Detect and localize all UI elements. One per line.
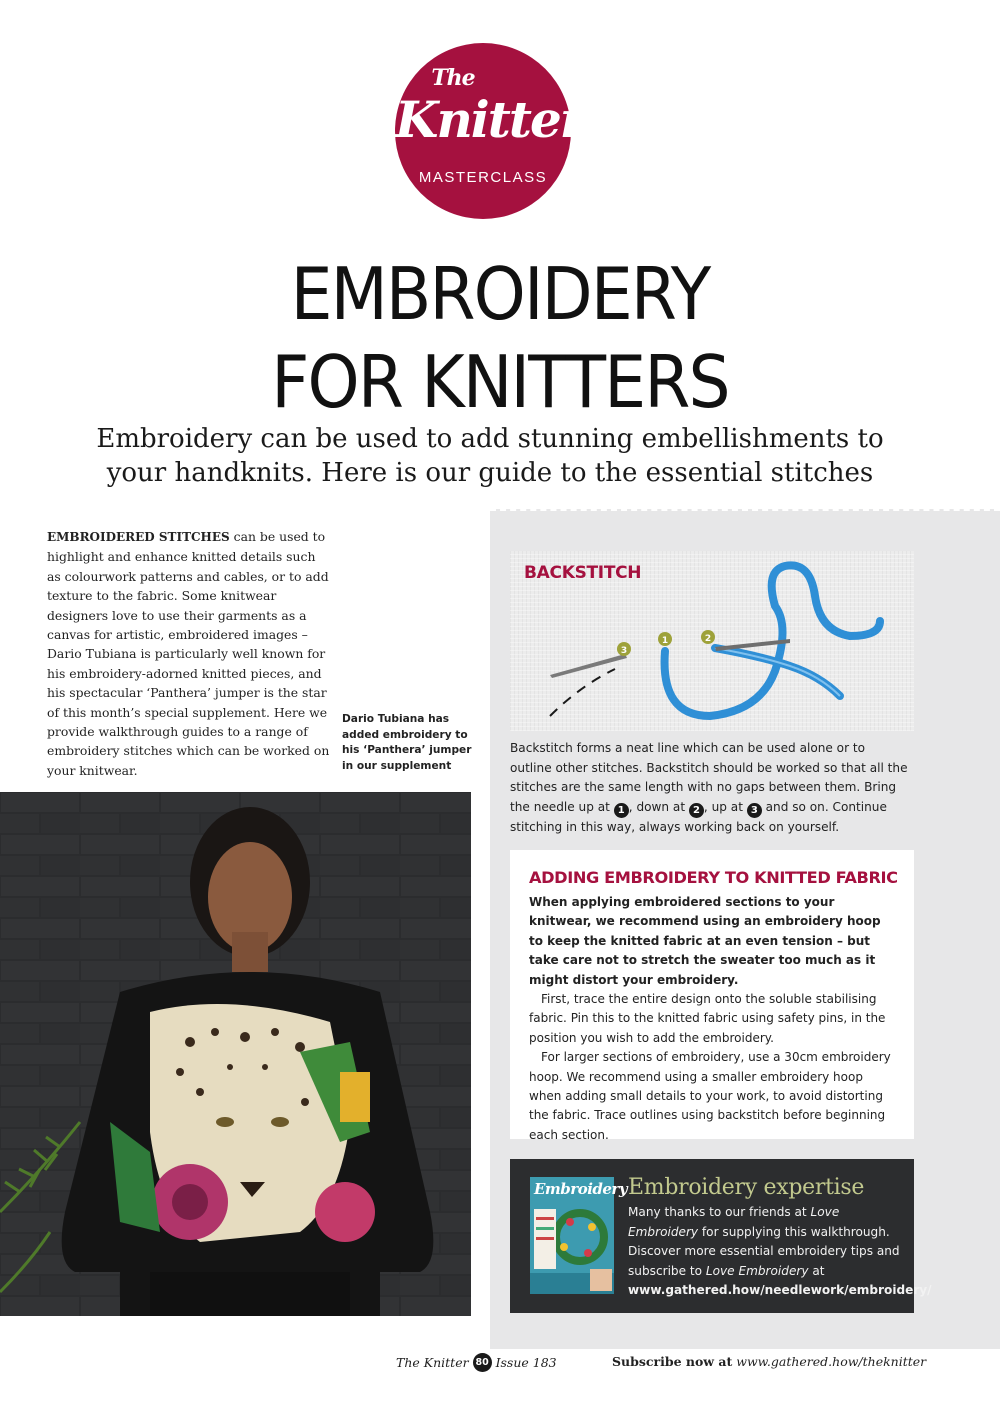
page-title [40, 250, 960, 426]
subtitle-line-2: your handknits. Here is our guide to the essential stitches [106, 458, 874, 488]
bs-text-a: Backstitch forms a neat line which can be used alone or to outline other stitches. Backstitch should be worked so that all the stitches are the same length with no gaps between them. Bring the needle up at [510, 741, 908, 814]
footer-issue: Issue 183 [495, 1355, 557, 1370]
adding-paragraph-2: First, trace the entire design onto the soluble stabilising fabric. Pin this to the knitted fabric using safety pins, in the position you wish to add the embroidery. [529, 992, 886, 1045]
backstitch-illustration [510, 551, 914, 731]
promo-body [628, 1203, 932, 1301]
marker-1-label: 1 [661, 636, 669, 646]
backstitch-diagram [510, 551, 914, 731]
backstitch-title: BACKSTITCH [524, 563, 642, 583]
page-number-badge: 80 [473, 1353, 492, 1372]
promo-text-b: for supplying this walkthrough. Discover more essential embroidery tips and subscribe to [628, 1224, 900, 1278]
logo-the: The [431, 65, 475, 91]
step-3-badge: 3 [747, 803, 762, 818]
cover-masthead: Embroidery [534, 1180, 628, 1198]
intro-body: can be used to highlight and enhance knitted details such as colourwork patterns and cables, or to add texture to the fabric. Some knitwear designers love to use their garments as a canvas for artistic, embroidered images – Dario Tubiana is particularly well known for his embroidery-adorned knitted pieces, and his spectacular ‘Panthera’ jumper is the star of this month’s special supplement. Here we provide walkthrough guides to a range of embroidery stitches which can be worked on your knitwear. [47, 529, 330, 778]
promo-love-embroidery-2: Love Embroidery [705, 1263, 809, 1278]
bs-text-c: , up at [703, 799, 747, 814]
bs-text-b: , down at [628, 799, 689, 814]
adding-body [529, 893, 897, 1145]
panthera-jumper-photo [0, 792, 471, 1316]
promo-text-c: at [808, 1263, 825, 1278]
marker-2-label: 2 [704, 634, 712, 644]
promo-title: Embroidery expertise [628, 1175, 865, 1200]
photo-caption: Dario Tubiana has added embroidery to his ‘Panthera’ jumper in our supplement [342, 713, 472, 772]
footer-subscribe [612, 1354, 926, 1369]
bs-text-d: and so on. Continue stitching in this way, always working back on yourself. [510, 799, 887, 834]
knitter-masterclass-logo [395, 43, 585, 219]
promo-text-a: Many thanks to our friends at [628, 1205, 811, 1219]
photo-illustration [0, 792, 471, 1316]
step-1-badge: 1 [614, 803, 629, 818]
footer-magazine [396, 1353, 557, 1372]
promo-url-link[interactable]: www.gathered.how/needlework/embroidery/ [628, 1283, 932, 1297]
footer-magazine-name: The Knitter [396, 1355, 469, 1370]
adding-lead: When applying embroidered sections to your knitwear, we recommend using an embroidery hoop to keep the knitted fabric at an even tension – but take care not to stretch the sweater too much as it might distort your embroidery. [529, 895, 881, 987]
adding-embroidery-box [510, 850, 914, 1142]
title-line-1: EMBROIDERY [290, 252, 710, 336]
subtitle-line-1: Embroidery can be used to add stunning embellishments to [96, 424, 884, 454]
backstitch-instructions [510, 739, 910, 837]
promo-love-embroidery-1: Love Embroidery [628, 1205, 840, 1239]
footer-subscribe-label: Subscribe now at [612, 1354, 733, 1369]
title-line-2: FOR KNITTERS [271, 340, 729, 424]
logo-tagline: MASTERCLASS [418, 169, 548, 186]
adding-paragraph-3: For larger sections of embroidery, use a 30cm embroidery hoop. We recommend using a smaller embroidery hoop when adding small details to your work, to avoid distorting the fabric. Trace outlines using backstitch before beginning each section. [529, 1050, 891, 1142]
intro-paragraph [47, 527, 332, 780]
marker-3-label: 3 [620, 646, 628, 656]
footer-subscribe-url[interactable]: www.gathered.how/theknitter [736, 1354, 927, 1369]
step-2-badge: 2 [689, 803, 704, 818]
logo-brand: Knitter [395, 90, 585, 149]
page-subtitle [0, 422, 980, 490]
intro-lead: EMBROIDERED STITCHES [47, 530, 230, 544]
adding-title: ADDING EMBROIDERY TO KNITTED FABRIC [529, 868, 898, 887]
love-embroidery-cover [530, 1177, 628, 1294]
embroidery-expertise-promo [510, 1159, 932, 1313]
